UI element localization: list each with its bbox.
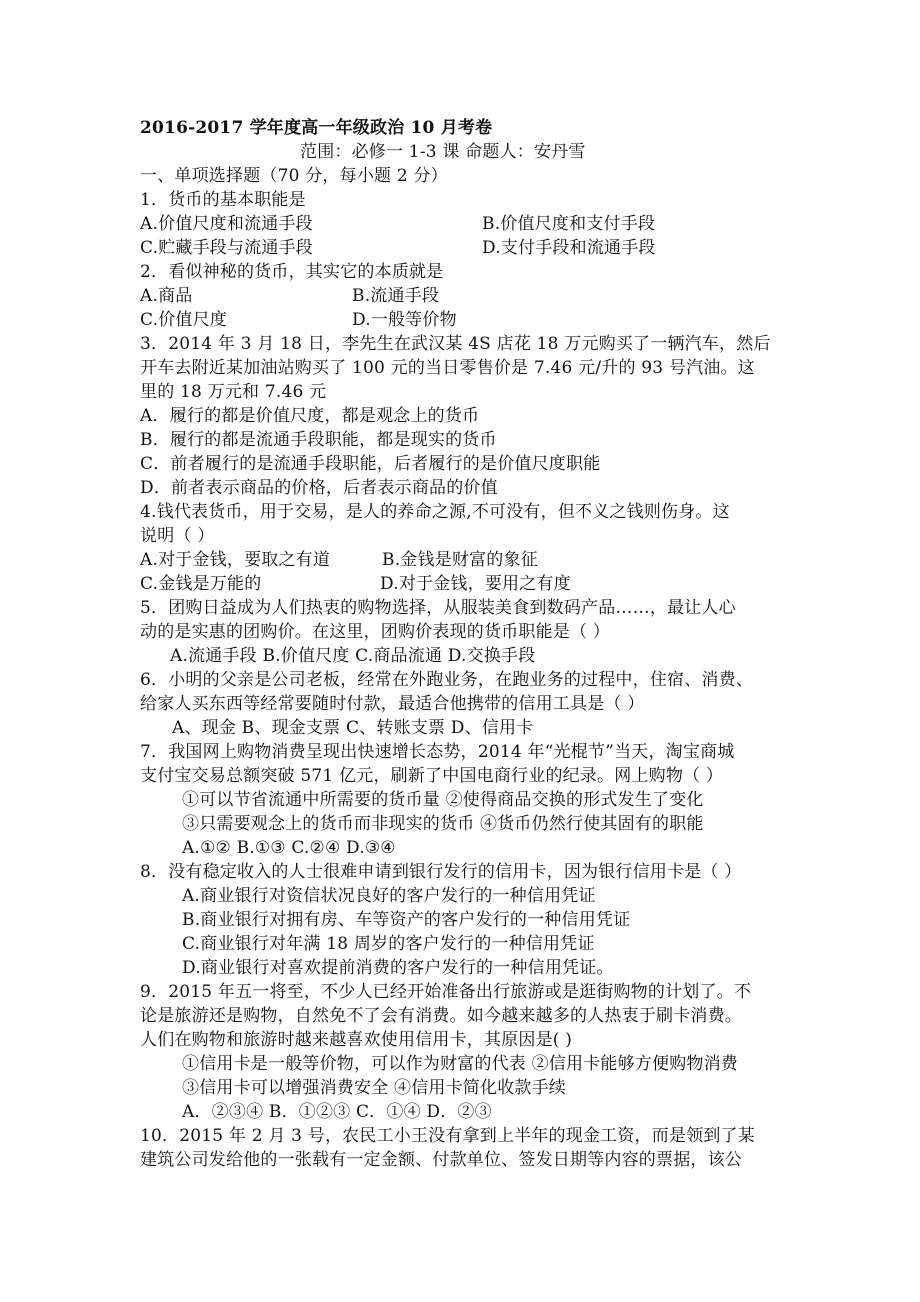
q3-stem-line2: 开车去附近某加油站购买了 100 元的当日零售价是 7.46 元/升的 93 号汽油。这 <box>140 358 755 378</box>
q2-option-a: A.商品 <box>140 286 193 306</box>
q3-option-b: B．履行的都是流通手段职能，都是现实的货币 <box>140 430 497 450</box>
q7-stem-line2: 支付宝交易总额突破 571 亿元，刷新了中国电商行业的纪录。网上购物（ ） <box>140 766 724 786</box>
q9-stem-line3: 人们在购物和旅游时越来越喜欢使用信用卡，其原因是( ) <box>140 1030 573 1050</box>
q9-stem-line2: 论是旅游还是购物，自然免不了会有消费。如今越来越多的人热衷于刷卡消费。 <box>140 1006 742 1026</box>
q3-stem-line1: 3．2014 年 3 月 18 日，李先生在武汉某 4S 店花 18 万元购买了一辆汽车，然后 <box>140 334 771 354</box>
q9-options: A．②③④ B．①②③ C．①④ D．②③ <box>182 1102 492 1122</box>
q1-stem: 1．货币的基本职能是 <box>140 190 306 210</box>
q4-stem-line2: 说明（ ） <box>140 526 215 546</box>
q4-option-d: D.对于金钱，要用之有度 <box>380 574 571 594</box>
q7-stem-line1: 7．我国网上购物消费呈现出快速增长态势，2014 年“光棍节”当天，淘宝商城 <box>140 742 735 762</box>
q4-option-a: A.对于金钱，要取之有道 <box>140 550 331 570</box>
q5-stem-line1: 5．团购日益成为人们热衷的购物选择，从服装美食到数码产品……，最让人心 <box>140 598 736 618</box>
q1-option-c: C.贮藏手段与流通手段 <box>140 238 314 258</box>
q6-stem-line2: 给家人买东西等经常要随时付款，最适合他携带的信用工具是（ ） <box>140 694 645 714</box>
q2-option-d: D.一般等价物 <box>352 310 457 330</box>
q3-stem-line3: 里的 18 万元和 7.46 元 <box>140 382 327 402</box>
q1-option-b: B.价值尺度和支付手段 <box>482 214 656 234</box>
q8-option-d: D.商业银行对喜欢提前消费的客户发行的一种信用凭证。 <box>182 958 614 978</box>
q2-stem: 2．看似神秘的货币，其实它的本质就是 <box>140 262 444 282</box>
q3-option-a: A．履行的都是价值尺度，都是观念上的货币 <box>140 406 480 426</box>
q6-stem-line1: 6．小明的父亲是公司老板，经常在外跑业务，在跑业务的过程中，住宿、消费、 <box>140 670 754 690</box>
q9-stem-line1: 9．2015 年五一将至，不少人已经开始准备出行旅游或是逛街购物的计划了。不 <box>140 982 752 1002</box>
q6-options: A、现金 B、现金支票 C、转账支票 D、信用卡 <box>172 718 534 738</box>
q7-statements-1: ①可以节省流通中所需要的货币量 ②使得商品交换的形式发生了变化 <box>182 790 704 810</box>
q7-options: A.①② B.①③ C.②④ D.③④ <box>182 838 396 858</box>
q8-stem: 8．没有稳定收入的人士很难申请到银行发行的信用卡，因为银行信用卡是（ ） <box>140 862 742 882</box>
q8-option-c: C.商业银行对年满 18 周岁的客户发行的一种信用凭证 <box>182 934 595 954</box>
q5-options: A.流通手段 B.价值尺度 C.商品流通 D.交换手段 <box>170 646 536 666</box>
q10-stem-line2: 建筑公司发给他的一张载有一定金额、付款单位、签发日期等内容的票据，该公 <box>140 1150 742 1170</box>
exam-scope-author: 范围：必修一 1-3 课 命题人：安丹雪 <box>300 142 586 162</box>
q9-statements-1: ①信用卡是一般等价物，可以作为财富的代表 ②信用卡能够方便购物消费 <box>182 1054 739 1074</box>
q1-option-a: A.价值尺度和流通手段 <box>140 214 313 234</box>
q4-stem-line1: 4.钱代表货币，用于交易，是人的养命之源,不可没有，但不义之钱则伤身。这 <box>140 502 730 522</box>
q10-stem-line1: 10．2015 年 2 月 3 号，农民工小王没有拿到上半年的现金工资，而是领到了某 <box>140 1126 755 1146</box>
q4-option-b: B.金钱是财富的象征 <box>382 550 538 570</box>
q2-option-b: B.流通手段 <box>352 286 440 306</box>
q3-option-c: C．前者履行的是流通手段职能，后者履行的是价值尺度职能 <box>140 454 601 474</box>
q3-option-d: D．前者表示商品的价格，后者表示商品的价值 <box>140 478 498 498</box>
q4-option-c: C.金钱是万能的 <box>140 574 262 594</box>
q5-stem-line2: 动的是实惠的团购价。在这里，团购价表现的货币职能是（ ） <box>140 622 611 642</box>
q7-statements-2: ③只需要观念上的货币而非现实的货币 ④货币仍然行使其固有的职能 <box>182 814 704 834</box>
q9-statements-2: ③信用卡可以增强消费安全 ④信用卡简化收款手续 <box>182 1078 567 1098</box>
q8-option-a: A.商业银行对资信状况良好的客户发行的一种信用凭证 <box>182 886 596 906</box>
q1-option-d: D.支付手段和流通手段 <box>482 238 656 258</box>
q2-option-c: C.价值尺度 <box>140 310 228 330</box>
q8-option-b: B.商业银行对拥有房、车等资产的客户发行的一种信用凭证 <box>182 910 631 930</box>
section-heading: 一、单项选择题（70 分，每小题 2 分） <box>140 166 448 186</box>
exam-title: 2016-2017 学年度高一年级政治 10 月考卷 <box>140 118 493 138</box>
